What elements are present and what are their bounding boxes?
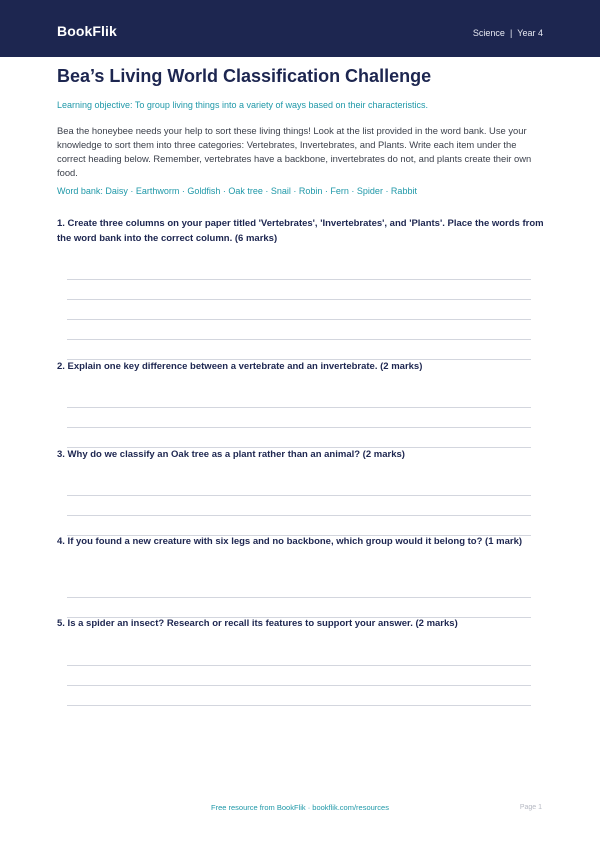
- answer-line[interactable]: [67, 339, 531, 340]
- answer-line[interactable]: [67, 427, 531, 428]
- answer-line[interactable]: [67, 705, 531, 706]
- worksheet-title: Bea’s Living World Classification Challenge: [57, 66, 432, 86]
- question-4: 4. If you found a new creature with six legs and no backbone, which group would it belong to? (1 mark): [57, 536, 523, 547]
- answer-line[interactable]: [67, 685, 531, 686]
- question-1: 1. Create three columns on your paper titled 'Vertebrates', 'Invertebrates', and 'Plants'. Place the words from the word bank into the correct column. (6 marks): [57, 218, 544, 244]
- answer-line[interactable]: [67, 319, 531, 320]
- header-bar: [0, 0, 600, 57]
- question-3: 3. Why do we classify an Oak tree as a plant rather than an animal? (2 marks): [57, 449, 405, 460]
- intro-paragraph: Bea the honeybee needs your help to sort these living things! Look at the list provided in the word bank. Use your knowledge to sort them into three categories: Vertebrates, Invertebrates, and Plants. Write each item under the correct heading below. Remember, vertebrates have a backbone, invertebrates do not, and plants create their own food.: [57, 125, 532, 178]
- subject-year-label: [473, 28, 543, 38]
- answer-line[interactable]: [67, 299, 531, 300]
- answer-line[interactable]: [67, 515, 531, 516]
- brand-logo-text: BookFlik: [57, 23, 117, 39]
- answer-line[interactable]: [67, 597, 531, 598]
- answer-line[interactable]: [67, 407, 531, 408]
- learning-objective: Learning objective: To group living things into a variety of ways based on their characteristics.: [57, 100, 429, 110]
- year-label: Year 4: [517, 28, 543, 38]
- question-2: 2. Explain one key difference between a vertebrate and an invertebrate. (2 marks): [57, 361, 423, 372]
- separator: |: [509, 28, 513, 38]
- answer-line[interactable]: [67, 665, 531, 666]
- answer-line[interactable]: [67, 279, 531, 280]
- question-5: 5. Is a spider an insect? Research or recall its features to support your answer. (2 marks): [57, 618, 458, 629]
- answer-line[interactable]: [67, 495, 531, 496]
- footer-resource-link[interactable]: Free resource from BookFlik · bookflik.com/resources: [211, 803, 389, 812]
- word-bank: Word bank: Daisy · Earthworm · Goldfish · Oak tree · Snail · Robin · Fern · Spider · Rabbit: [57, 186, 417, 196]
- page-number: Page 1: [519, 804, 542, 811]
- subject-label: Science: [472, 28, 505, 38]
